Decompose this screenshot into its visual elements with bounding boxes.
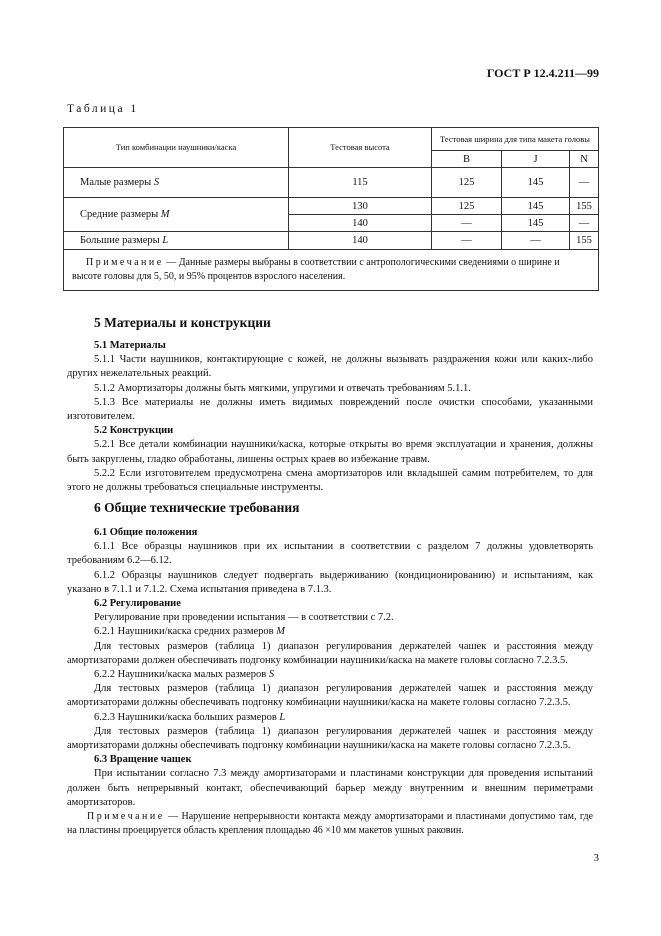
table-row (64, 198, 599, 215)
paragraph-6-2-2-head: 6.2.2 Наушники/каска малых размеров S (94, 669, 275, 681)
paragraph-6-2: Регулирование при проведении испытания — в соответствии с 7.2. (94, 612, 394, 624)
cell-height: 115 (289, 168, 432, 198)
paragraph-6-2-3-head: 6.2.3 Наушники/каска больших размеров L (94, 711, 286, 723)
cell-j: 145 (502, 168, 570, 198)
cell-j: — (502, 232, 570, 250)
table-note: Примечание — Данные размеры выбраны в соответствии с антропологическими сведениями о ширине и высоте головы для 5, 50, и 95% процентов взрослого населения. (64, 250, 599, 291)
section-6-body (67, 526, 593, 838)
section-5-body (67, 339, 593, 495)
cell-b: 125 (432, 198, 502, 215)
cell-b: 125 (432, 168, 502, 198)
section-5-title: 5 Материалы и конструкции (94, 315, 271, 330)
subsection-6-2-title: 6.2 Регулирование (94, 598, 181, 610)
paragraph-6-3: При испытании согласно 7.3 между амортизаторами и пластинами конструкции для проведения испытаний должен быть непрерывный контакт, обеспечивающий барьер между внутренним и внешним периметрами амортизаторов. (67, 768, 593, 808)
paragraph-6-2-3: Для тестовых размеров (таблица 1) диапазон регулирования держателей чашек и расстояния между амортизаторами должны обеспечивать подгонку комбинации наушники/каска на макете головы согласно 7.2.3.5. (67, 725, 593, 752)
cell-height: 140 (289, 215, 432, 232)
paragraph-5-2-2: 5.2.2 Если изготовителем предусмотрена смена амортизаторов или вкладышей самим потребителем, то для этого не должны требоваться специальные инструменты. (67, 467, 593, 494)
table-row (64, 168, 599, 198)
row-label: Большие размеры L (64, 232, 289, 250)
note-6-3: Примечание — Нарушение непрерывности контакта между амортизаторами и пластинами допустимо там, где на пластины проецируется область крепления площадью 46 ×10 мм макетов ушных раковин. (67, 811, 593, 837)
col-header-n: N (570, 151, 599, 168)
paragraph-5-1-3: 5.1.3 Все материалы не должны иметь видимых повреждений после очистки способами, указанными изготовителем. (67, 396, 593, 423)
cell-b: — (432, 232, 502, 250)
paragraph-5-1-2: 5.1.2 Амортизаторы должны быть мягкими, упругими и отвечать требованиям 5.1.1. (94, 382, 471, 394)
table-caption: Таблица 1 (67, 103, 139, 115)
paragraph-5-1-1: 5.1.1 Части наушников, контактирующие с кожей, не должны вызывать раздражения кожи или каких-либо других нежелательных реакций. (67, 354, 593, 380)
row-label: Малые размеры S (64, 168, 289, 198)
cell-height: 130 (289, 198, 432, 215)
col-header-height: Тестовая высота (289, 128, 432, 168)
col-header-combo: Тип комбинации наушники/каска (64, 128, 289, 168)
cell-n: — (570, 168, 599, 198)
row-label: Средние размеры M (64, 198, 289, 232)
paragraph-6-1-2: 6.1.2 Образцы наушников следует подвергать выдерживанию (кондиционированию) и испытаниям, как указано в 7.1.1 и 7.1.2. Схема испытания приведена в 7.1.3. (67, 569, 593, 595)
cell-j: 145 (502, 215, 570, 232)
paragraph-6-1-1: 6.1.1 Все образцы наушников при их испытании в соответствии с разделом 7 должны удовлетворять требованиям 6.2—6.12. (67, 541, 593, 567)
subsection-6-3-title: 6.3 Вращение чашек (94, 754, 192, 766)
page-number: 3 (593, 852, 599, 864)
size-table (63, 127, 599, 291)
col-header-b: B (432, 151, 502, 168)
paragraph-6-2-1-head: 6.2.1 Наушники/каска средних размеров M (94, 626, 285, 638)
cell-n: 155 (570, 232, 599, 250)
paragraph-6-2-1: Для тестовых размеров (таблица 1) диапазон регулирования держателей чашек и расстояния между амортизаторами должен обеспечивать подгонку комбинации наушники/каска на макете головы согласно 7.2.3.5. (67, 640, 593, 666)
cell-j: 145 (502, 198, 570, 215)
cell-n: — (570, 215, 599, 232)
paragraph-5-2-1: 5.2.1 Все детали комбинации наушники/каска, которые открыты во время эксплуатации и хранения, должны быть закруглены, гладко обработаны, лишены острых краев во избежание травм. (67, 439, 593, 465)
section-6-title: 6 Общие технические требования (94, 500, 300, 515)
col-header-width: Тестовая ширина для типа макета головы (432, 128, 599, 151)
document-header: ГОСТ Р 12.4.211—99 (486, 66, 599, 80)
subsection-5-1-title: 5.1 Материалы (94, 340, 166, 351)
paragraph-6-2-2: Для тестовых размеров (таблица 1) диапазон регулирования держателей чашек и расстояния между амортизаторами должны обеспечивать подгонку комбинации наушники/каска на макете головы согласно 7.2.3.5. (67, 683, 593, 709)
cell-n: 155 (570, 198, 599, 215)
subsection-6-1-title: 6.1 Общие положения (94, 527, 198, 538)
table-row (64, 232, 599, 250)
subsection-5-2-title: 5.2 Конструкции (94, 425, 174, 437)
col-header-j: J (502, 151, 570, 168)
cell-height: 140 (289, 232, 432, 250)
cell-b: — (432, 215, 502, 232)
